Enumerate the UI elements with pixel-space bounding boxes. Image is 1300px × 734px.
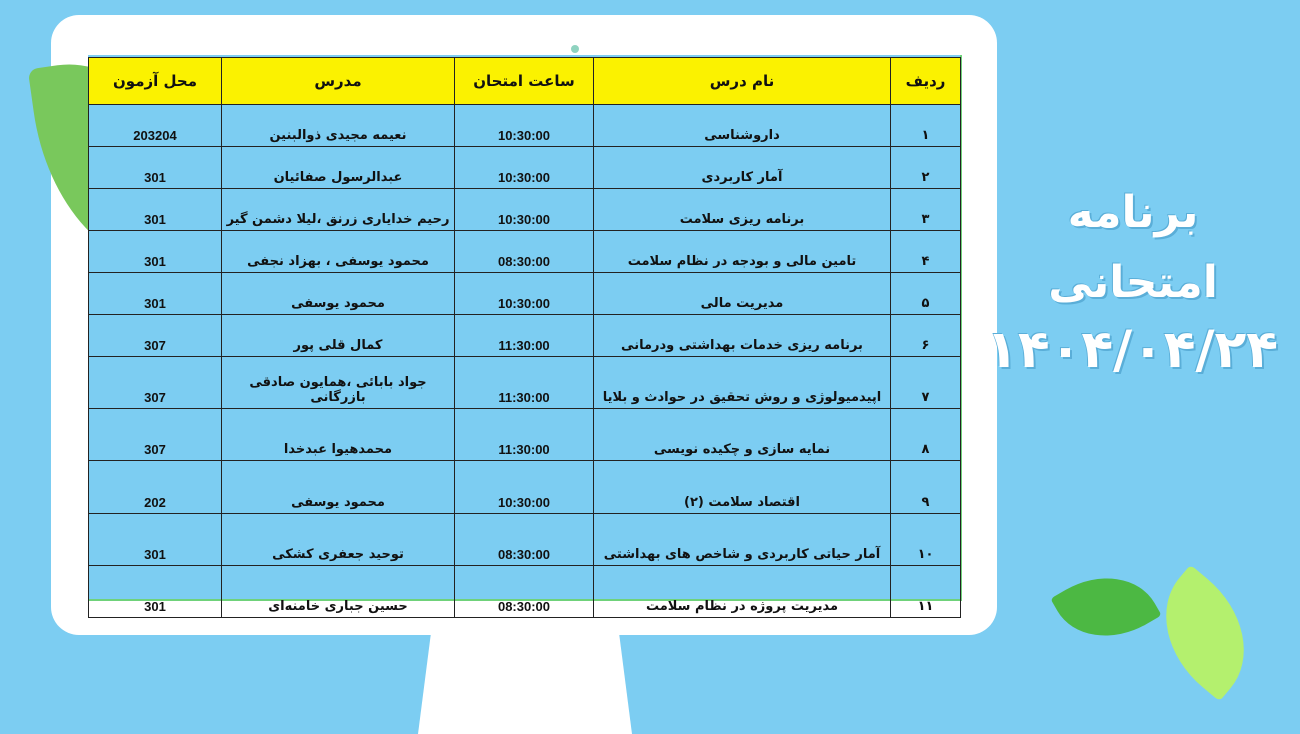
header-row-number: ردیف — [891, 58, 961, 105]
teacher-name: محمدهیوا عبدخدا — [222, 409, 455, 461]
row-number: ۳ — [891, 189, 961, 231]
table-row — [89, 566, 961, 618]
teacher-name: محمود یوسفی ، بهزاد نجفی — [222, 231, 455, 273]
exam-room: 301 — [89, 273, 222, 315]
exam-time: 10:30:00 — [455, 105, 594, 147]
exam-room: 301 — [89, 566, 222, 618]
course-name: تامین مالی و بودجه در نظام سلامت — [594, 231, 891, 273]
course-name: اقتصاد سلامت (۲) — [594, 461, 891, 514]
teacher-name: حسین جباری خامنه‌ای — [222, 566, 455, 618]
title-date: ۱۴۰۴/۰۴/۲۴ — [986, 320, 1278, 380]
teacher-name: جواد بابائی ،همایون صادقی بازرگانی — [222, 357, 455, 409]
table-row — [89, 273, 961, 315]
exam-room: 307 — [89, 315, 222, 357]
row-number: ۸ — [891, 409, 961, 461]
exam-time: 08:30:00 — [455, 514, 594, 566]
schedule-table-container — [88, 55, 962, 614]
table-row — [89, 231, 961, 273]
exam-program-title — [988, 178, 1278, 382]
exam-time: 08:30:00 — [455, 566, 594, 618]
row-number: ۱۱ — [891, 566, 961, 618]
table-row — [89, 461, 961, 514]
exam-schedule-table — [88, 57, 961, 618]
course-name: برنامه ریزی خدمات بهداشتی ودرمانی — [594, 315, 891, 357]
row-number: ۹ — [891, 461, 961, 514]
row-number: ۲ — [891, 147, 961, 189]
course-name: مدیریت مالی — [594, 273, 891, 315]
teacher-name: محمود یوسفی — [222, 273, 455, 315]
exam-time: 10:30:00 — [455, 147, 594, 189]
exam-room: 301 — [89, 189, 222, 231]
leaf-icon — [1050, 555, 1161, 660]
exam-room: 307 — [89, 357, 222, 409]
table-row — [89, 357, 961, 409]
table-row — [89, 189, 961, 231]
leaf-icon — [1135, 565, 1275, 702]
title-text: برنامه امتحانی — [1048, 187, 1218, 308]
header-course-name: نام درس — [594, 58, 891, 105]
course-name: آمار حیاتی کاربردی و شاخص های بهداشتی — [594, 514, 891, 566]
course-name: داروشناسی — [594, 105, 891, 147]
course-name: مدیریت پروژه در نظام سلامت — [594, 566, 891, 618]
table-row — [89, 147, 961, 189]
header-exam-room: محل آزمون — [89, 58, 222, 105]
monitor-stand — [418, 634, 632, 734]
exam-time: 10:30:00 — [455, 273, 594, 315]
course-name: برنامه ریزی سلامت — [594, 189, 891, 231]
table-row — [89, 409, 961, 461]
row-number: ۶ — [891, 315, 961, 357]
exam-room: 203204 — [89, 105, 222, 147]
exam-time: 10:30:00 — [455, 189, 594, 231]
camera-dot — [571, 45, 579, 53]
teacher-name: کمال قلی پور — [222, 315, 455, 357]
row-number: ۱۰ — [891, 514, 961, 566]
row-number: ۱ — [891, 105, 961, 147]
teacher-name: عبدالرسول صفائیان — [222, 147, 455, 189]
table-row — [89, 514, 961, 566]
course-name: اپیدمیولوژی و روش تحقیق در حوادث و بلایا — [594, 357, 891, 409]
exam-time: 08:30:00 — [455, 231, 594, 273]
course-name: آمار کاربردی — [594, 147, 891, 189]
exam-room: 307 — [89, 409, 222, 461]
table-row — [89, 105, 961, 147]
row-number: ۴ — [891, 231, 961, 273]
exam-time: 11:30:00 — [455, 357, 594, 409]
header-exam-time: ساعت امتحان — [455, 58, 594, 105]
exam-room: 301 — [89, 147, 222, 189]
exam-time: 11:30:00 — [455, 409, 594, 461]
row-number: ۵ — [891, 273, 961, 315]
teacher-name: توحید جعفری کشکی — [222, 514, 455, 566]
exam-room: 301 — [89, 231, 222, 273]
exam-time: 11:30:00 — [455, 315, 594, 357]
teacher-name: رحیم خدایاری زرنق ،لیلا دشمن گیر — [222, 189, 455, 231]
table-row — [89, 315, 961, 357]
teacher-name: محمود یوسفی — [222, 461, 455, 514]
table-header-row — [89, 58, 961, 105]
exam-room: 202 — [89, 461, 222, 514]
exam-room: 301 — [89, 514, 222, 566]
teacher-name: نعیمه مجیدی ذوالبنین — [222, 105, 455, 147]
course-name: نمایه سازی و چکیده نویسی — [594, 409, 891, 461]
header-teacher: مدرس — [222, 58, 455, 105]
exam-time: 10:30:00 — [455, 461, 594, 514]
row-number: ۷ — [891, 357, 961, 409]
